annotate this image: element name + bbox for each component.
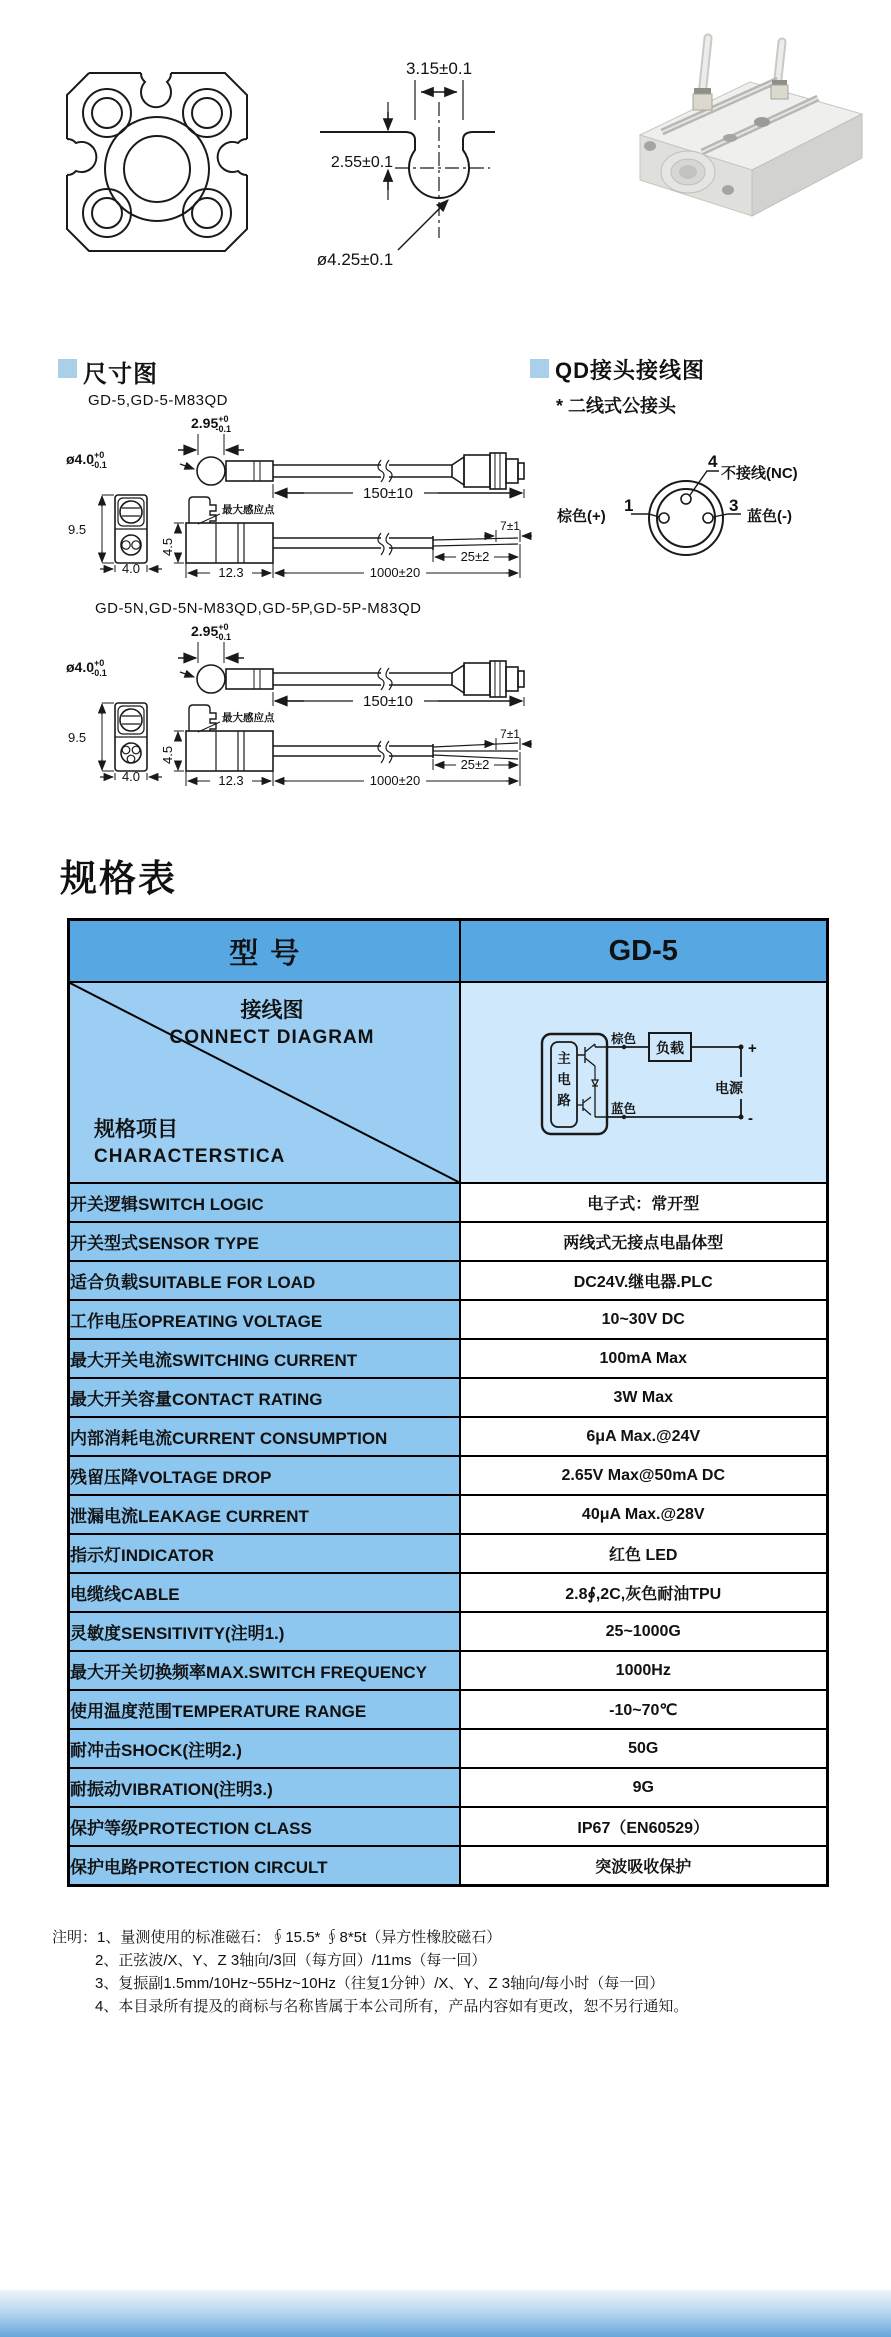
dim-tip: 7±1 xyxy=(500,727,520,741)
dim-body-w: 12.3 xyxy=(218,773,244,788)
qd-pin3-label: 蓝色(-) xyxy=(747,508,792,525)
spec-label: 最大开关切换频率MAX.SWITCH FREQUENCY xyxy=(69,1651,460,1690)
dimension-drawing-1 xyxy=(48,412,548,587)
dim-cable-front: 150±10 xyxy=(363,485,413,502)
qd-pin4-label: 不接线(NC) xyxy=(721,465,798,482)
qd-section-header xyxy=(530,354,705,385)
table-header-row xyxy=(69,920,828,983)
diagram-row xyxy=(69,982,828,1183)
load-label: 负载 xyxy=(655,1040,684,1056)
spec-value: 100mA Max xyxy=(460,1339,828,1378)
dim-section-header xyxy=(58,354,158,389)
spec-value: 突波吸收保护 xyxy=(460,1846,828,1886)
plus-sign: + xyxy=(747,1040,757,1057)
spec-value: 3W Max xyxy=(460,1378,828,1417)
wire-brown-label: 棕色 xyxy=(610,1032,636,1046)
spec-value: DC24V.继电器.PLC xyxy=(460,1261,828,1300)
dim-base: 4.0 xyxy=(121,769,141,784)
dim-dia: $ø4.0^{+0}$ -0.1 xyxy=(66,450,107,470)
dim-body-h: 4.5 xyxy=(160,537,175,556)
spec-value: 红色 LED xyxy=(460,1534,828,1573)
spec-label: 适合负载SUITABLE FOR LOAD xyxy=(69,1261,460,1300)
spec-label: 保护电路PROTECTION CIRCULT xyxy=(69,1846,460,1886)
drawing1-models: GD-5,GD-5-M83QD xyxy=(88,392,229,409)
sense-point-label: 最大感应点 xyxy=(222,504,275,516)
qd-pin3-number: 3 xyxy=(729,496,739,515)
product-render xyxy=(610,30,885,220)
spec-label: 电缆线CABLE xyxy=(69,1573,460,1612)
spec-value: 两线式无接点电晶体型 xyxy=(460,1222,828,1261)
table-row xyxy=(69,1456,828,1495)
minus-sign: - xyxy=(747,1110,753,1127)
spec-label: 灵敏度SENSITIVITY(注明1.) xyxy=(69,1612,460,1651)
spec-value: 40μA Max.@28V xyxy=(460,1495,828,1534)
groove-dim-top: 3.15±0.1 xyxy=(405,59,473,78)
spec-label: 泄漏电流LEAKAGE CURRENT xyxy=(69,1495,460,1534)
groove-dim-left: 2.55±0.1 xyxy=(330,154,394,171)
power-label: 电源 xyxy=(714,1080,743,1096)
dim-width: $2.95^{+0}$ -0.1 xyxy=(190,414,232,434)
footer-accent-bar xyxy=(0,2290,891,2337)
note-line: 注明：1、量测使用的标准磁石：∮15.5* ∮8*5t（异方性橡胶磁石） xyxy=(52,1929,502,1946)
circuit-main-label: 主电路 xyxy=(556,1051,571,1108)
circuit-diagram-cell xyxy=(460,982,828,1183)
spec-value: IP67（EN60529） xyxy=(460,1807,828,1846)
table-row xyxy=(69,1729,828,1768)
spec-value: 25~1000G xyxy=(460,1612,828,1651)
sense-point-label: 最大感应点 xyxy=(222,712,275,724)
groove-profile-drawing xyxy=(300,50,500,290)
spec-value: 10~30V DC xyxy=(460,1300,828,1339)
table-row xyxy=(69,1222,828,1261)
table-row xyxy=(69,1846,828,1886)
dim-cable-rear: 1000±20 xyxy=(369,773,421,788)
spec-label: 耐振动VIBRATION(注明3.) xyxy=(69,1768,460,1807)
qd-subtitle: * 二线式公接头 xyxy=(556,396,677,416)
qd-section-title: QD接头接线图 xyxy=(555,358,706,383)
spec-label: 保护等级PROTECTION CLASS xyxy=(69,1807,460,1846)
dim-strip: 25±2 xyxy=(460,757,490,772)
spec-rows xyxy=(69,920,828,1886)
circuit-diagram xyxy=(537,1025,767,1140)
note-line: 3、复振副1.5mm/10Hz~55Hz~10Hz（往复1分钟）/X、Y、Z 3轴向/每小时（每一回） xyxy=(95,1975,665,1992)
dim-cable-front: 150±10 xyxy=(363,693,413,710)
connect-diagram-label: 接线图 CONNECT DIAGRAM xyxy=(169,999,375,1049)
spec-label: 耐冲击SHOCK(注明2.) xyxy=(69,1729,460,1768)
qd-pin4-number: 4 xyxy=(708,452,718,471)
spec-value: 50G xyxy=(460,1729,828,1768)
spec-value: 9G xyxy=(460,1768,828,1807)
spec-value: 1000Hz xyxy=(460,1651,828,1690)
note-line: 2、正弦波/X、Y、Z 3轴向/3回（每方回）/11ms（每一回） xyxy=(95,1952,487,1969)
table-row xyxy=(69,1261,828,1300)
spec-label: 工作电压OPREATING VOLTAGE xyxy=(69,1300,460,1339)
qd-connector-diagram xyxy=(545,425,885,575)
spec-label: 指示灯INDICATOR xyxy=(69,1534,460,1573)
dim-cable-rear: 1000±20 xyxy=(369,565,421,580)
spec-value: 2.65V Max@50mA DC xyxy=(460,1456,828,1495)
table-row xyxy=(69,1183,828,1222)
spec-label: 最大开关容量CONTACT RATING xyxy=(69,1378,460,1417)
table-row xyxy=(69,1651,828,1690)
table-row xyxy=(69,1573,828,1612)
spec-label: 开关型式SENSOR TYPE xyxy=(69,1222,460,1261)
footnotes xyxy=(52,1926,688,2018)
table-row xyxy=(69,1612,828,1651)
dim-body-h: 4.5 xyxy=(160,745,175,764)
table-row xyxy=(69,1417,828,1456)
table-row xyxy=(69,1495,828,1534)
dim-strip: 25±2 xyxy=(460,549,490,564)
spec-label: 使用温度范围TEMPERATURE RANGE xyxy=(69,1690,460,1729)
dim-dia: $ø4.0^{+0}$ -0.1 xyxy=(66,658,107,678)
note-line: 4、本目录所有提及的商标与名称皆属于本公司所有，产品内容如有更改，恕不另行通知。 xyxy=(95,1998,689,2015)
drawing2-models: GD-5N,GD-5N-M83QD,GD-5P,GD-5P-M83QD xyxy=(95,600,422,617)
groove-dim-dia: ø4.25±0.1 xyxy=(316,250,394,269)
spec-value: 6μA Max.@24V xyxy=(460,1417,828,1456)
spec-value: 电子式：常开型 xyxy=(460,1183,828,1222)
spec-value: 2.8∮,2C,灰色耐油TPU xyxy=(460,1573,828,1612)
flange-drawing xyxy=(55,65,255,270)
dim-height: 9.5 xyxy=(68,730,87,745)
section-marker-icon xyxy=(530,359,549,378)
qd-pin1-label: 棕色(+) xyxy=(557,508,606,525)
table-row xyxy=(69,1339,828,1378)
table-row xyxy=(69,1534,828,1573)
dim-base: 4.0 xyxy=(121,561,141,576)
spec-label: 残留压降VOLTAGE DROP xyxy=(69,1456,460,1495)
qd-pin1-number: 1 xyxy=(624,496,634,515)
model-label: 型号 xyxy=(69,920,460,983)
spec-table-title: 规格表 xyxy=(60,858,177,899)
dim-height: 9.5 xyxy=(68,522,87,537)
section-marker-icon xyxy=(58,359,77,378)
table-row xyxy=(69,1300,828,1339)
table-row xyxy=(69,1690,828,1729)
dim-width: $2.95^{+0}$ -0.1 xyxy=(190,622,232,642)
wire-blue-label: 蓝色 xyxy=(610,1102,636,1116)
spec-label: 最大开关电流SWITCHING CURRENT xyxy=(69,1339,460,1378)
dimension-drawing-2 xyxy=(48,620,548,795)
dim-body-w: 12.3 xyxy=(218,565,244,580)
charactersitic-label: 规格项目 CHARACTERSTICA xyxy=(94,1118,286,1168)
diagram-header-cell xyxy=(69,982,460,1183)
spec-table xyxy=(67,918,829,1887)
model-value: GD-5 xyxy=(460,920,828,983)
dim-tip: 7±1 xyxy=(500,519,520,533)
table-row xyxy=(69,1378,828,1417)
spec-label: 内部消耗电流CURRENT CONSUMPTION xyxy=(69,1417,460,1456)
table-row xyxy=(69,1768,828,1807)
spec-label: 开关逻辑SWITCH LOGIC xyxy=(69,1183,460,1222)
spec-value: -10~70℃ xyxy=(460,1690,828,1729)
table-row xyxy=(69,1807,828,1846)
dim-section-title: 尺寸图 xyxy=(83,361,158,388)
